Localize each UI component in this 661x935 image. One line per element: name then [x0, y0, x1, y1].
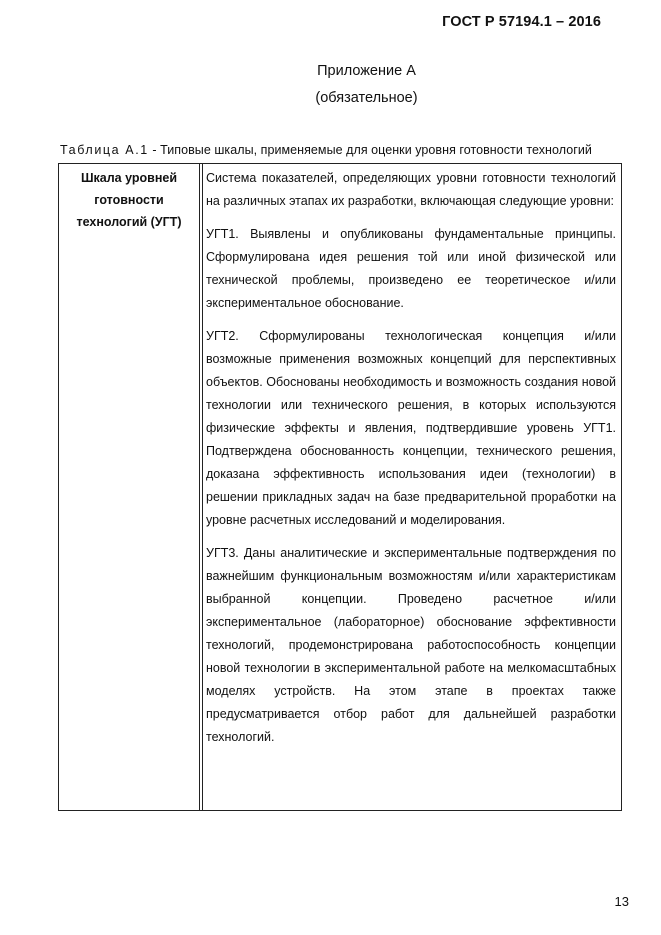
appendix-subtitle: (обязательное)	[315, 90, 418, 106]
table-caption-number: Таблица А.1	[60, 143, 149, 157]
table-caption-text: - Типовые шкалы, применяемые для оценки уровня готовности технологий	[148, 143, 592, 157]
table-header-cell: Шкала уровней готовности технологий (УГТ)	[76, 171, 182, 229]
document-code: ГОСТ Р 57194.1 – 2016	[442, 14, 601, 30]
table-paragraph-intro: Система показателей, определяющих уровни готовности технологий на различных этапах их разработки, включающая следующие уровни:	[206, 171, 616, 208]
table-paragraph-ugt1: УГТ1. Выявлены и опубликованы фундаментальные принципы. Сформулирована идея решения той или иной физической или технической проблемы, произведено ее теоретическое и/или экспериментальное обоснование.	[206, 227, 616, 310]
scales-table	[58, 163, 622, 811]
table-column-divider	[199, 164, 203, 810]
table-caption	[60, 143, 592, 157]
table-paragraph-ugt3: УГТ3. Даны аналитические и экспериментальные подтверждения по важнейшим функциональным возможностям и/или характеристикам выбранной концепции. Проведено расчетное и/или экспериментальное (лабораторное) обоснование эффективности технологий, продемонстрирована работоспособность концепции новой технологии в экспериментальной работе на мелкомасштабных моделях устройств. На этом этапе в проектах также предусматривается отбор работ для дальнейшей разработки технологий.	[206, 546, 616, 744]
table-description-cell	[206, 167, 616, 759]
page-number: 13	[614, 894, 629, 909]
appendix-title: Приложение А	[317, 63, 416, 79]
table-paragraph-ugt2: УГТ2. Сформулированы технологическая концепция и/или возможные применения возможных концепций для перспективных объектов. Обоснованы необходимость и возможность создания новой технологии или технического решения, в которых используются физические эффекты и явления, подтвердившие уровень УГТ1. Подтверждена обоснованность концепции, технического решения, доказана эффективность использования идеи (технологии) в решении прикладных задач на базе предварительной проработки на уровне расчетных исследований и моделирования.	[206, 329, 616, 527]
